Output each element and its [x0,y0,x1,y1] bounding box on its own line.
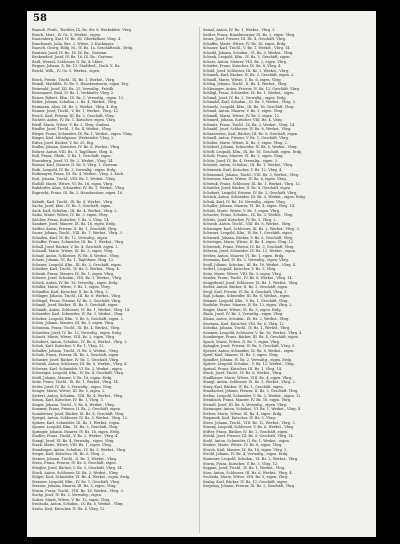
directory-entry: Scherz, Anton, Maurer, VIII. Bz. 2, eigen. Vbrg. [203,59,288,64]
directory-entry: Ringer, Karl, Mittelgasse, Werkstätte, Vbrg. 2. [32,136,115,141]
directory-entry: Ruprecht, Franz, IX. Bz. 2, Hausbesitzer, eigen. 16. [32,190,124,195]
directory-entry: Schenk, Leopold, Kfm., IV. Bz. 5, Geschäft, eigen. [203,55,291,60]
directory-entry: Seitz, Franz, Tischl., IX. Bz. 1, Werkst., Vbrg. 14. [32,380,119,385]
directory-entry: Spitzer, Karl, Schneider, III. Bz. 1, Werkst., eigen. [32,420,121,425]
directory-entry: Richter, Anton, IV. Bz. 1, Kutscher, eigen. Vbrg. [32,118,116,123]
directory-entry: Steger, Karl, Kutscher, III. Bz. 6, Vbrg. 2. [32,452,105,457]
directory-entry: Schmidl, Marie, Witwe, IV. Bz. 1, eigen. 12. [203,113,280,118]
directory-entry: Suppan, Josef, Tischl., IV. Bz. 1, Werkst., Vbrg. [203,466,286,471]
directory-entry: Schön, Josef, IV. Bz. 4, Verwaltg., eigen. 3. [203,158,279,163]
directory-entry: Rieger, Franz, Schneider, IX. Bz. 1, Werkst., eigen. Vbrg. [32,131,133,136]
directory-entry: Schwarz, Karl, Schneider, VI. Bz. 2, Werkst., eigen. [32,366,123,371]
directory-entry: Schlögl, Franz, Schneider, IX. Bz. 1, Werkst., eigen. [203,91,295,96]
directory-entry: Sommer, Leopold, Schlosser, V. Bz. 16, Werkst., Vbrg. 4. [203,330,303,335]
directory-entry: Spitzer, Leopold, Schuhm., V. Bz. 12, Werkst., Vbrg. [203,362,295,367]
directory-entry: Sponer, Leopold, Kfm., VI. Bz. 3, Geschäft, Vbrg. [32,425,119,430]
directory-entry: Rudolf, Marie, Witwe, VI. Bz. 16, eigen. Vbrg. [32,181,114,186]
directory-entry: Sobotka, Johann, Tischl., IV. Bz. 1, Werkst., Vbrg. [203,326,291,331]
directory-entry: Schaden, Karl, IV. Bz. 12, Verwaltg., eigen. [32,235,109,240]
directory-entry: Reinwald, Josef, XII. Bz. 21, Verwaltg., Friedh. [32,86,115,91]
directory-entry: Strobl, Johann, IV. Bz. 4, Verwaltg., eigen. Erdg. [203,452,289,457]
directory-entry: Seeber, Anton, Maurer, VI. Bz. 1, eigen. Erdg. [203,253,285,258]
directory-entry: Schmidt, Anton, Schlosser, VI. Bz. 1, Werkst., Vbrg. 14. [32,307,131,312]
directory-entry: Reich, Friedr., Tischl., IX. Bz. 1, Werkst., Vbrg. [32,77,116,82]
directory-entry: Schlegel, Franz, Friseur, IV. Bz. 2, Geschäft, Vbrg. [32,298,122,303]
directory-entry: Ruhdorfer, Alois, Schneider, IV. Bz. 1, Werkst., Vbrg. [32,186,125,191]
directory-entry: Schreiner, Marie, Witwe, IV. Bz. 6, eigen. Vbrg. [203,177,287,182]
directory-entry: Seifert, Leopold, Kutscher, V. Bz. 5, Vbrg. [203,267,277,272]
directory-entry: Resch, Karl, Friseur, III. Bz. 2, Geschäft, Vbrg. [32,113,115,118]
directory-entry: Stelzer, Marie, Witwe, IX. Bz. 4, eigen. Erdg. [203,411,283,416]
directory-entry: Storch, Karl, Maurer, IX. Bz. 16, eigen. Vbrg. 2. [203,447,288,452]
directory-entry: Simmer, Leopold, Kfm., V. Bz. 1, Geschäft, Vbrg. [203,298,289,303]
directory-entry: Schauer, Leopold, Kfm., III. Bz. 2, Geschäft, eigen. [32,262,122,267]
directory-entry: Sattler, Anton, Friseur, II. Bz. 1, Geschäft, Vbrg. [32,226,118,231]
directory-entry: Sonnleitner, Josef, Bäcker, IX. Bz. 8, Geschäft, Vbrg. [32,411,125,416]
directory-entry: Schick, Anton, IV. Bz. 16, Verwaltg., eigen. Erdg. [32,280,119,285]
directory-entry: Stefan, Leopold, Schneider, V. Bz. 2, Werkst., eigen. 12. [203,393,302,398]
directory-entry: Schenk, Franz, Maurer, IX. Bz. 1, eigen. Vbrg. [32,271,114,276]
directory-entry: Schrammel, Johann, Tischl., VIII. Bz. 3, Werkst., Vbrg. [203,172,300,177]
directory-entry: Schrenk, Franz, Schlosser, IX. Bz. 1, Werkst., Vbrg. 12. [203,181,301,186]
directory-entry: Reindl, Mathilde, IV. Bz. 5, Hausbesitzerin, eigen. Erg. [32,82,129,87]
directory-entry: Swoboda, Anton, Schuhm., IX. Bz. 6, Werkst., Vbrg. [32,502,124,507]
directory-entry: Schuh, Karl, Kutscher, V. Bz. 1, Vbrg. 12. [32,344,105,349]
directory-entry: Smetana, Karl, Kutscher, VIII. Bz. 6, Vbrg. 12. [203,321,285,326]
directory-entry: Svoboda, Marie, Witwe, VIII. Bz. 5, eigen. Vbrg. [203,475,289,480]
directory-entry: Schall, Josef, Bäcker, V. Bz. 4, Geschäft, eigen. 2. [32,244,119,249]
directory-entry: Siebert, Anton, Schuhm., VIII. Bz. 4, Werkst., Vbrg. [32,393,124,398]
directory-entry: Schück, Anton, Schneider, III. Bz. 5, Werkst., eigen. Erdg. [203,195,306,200]
directory-entry: Sieber, Anton, Bäcker, II. Bz. 2, Geschäft, eigen. [203,285,289,290]
directory-entry: Schlag, Johann, Tischl., II. Bz. 4, Werkst., Vbrg. [203,82,288,87]
directory-entry: Riedl, Marie, Witwe, V. Bz. 3, Vbrg. Graben. [32,122,110,127]
directory-entry: Süss, Anton, Schlosser, III. Bz. 6, Werkst., Vbrg. 4. [203,470,293,475]
directory-entry: Schöfl, Leopold, Kfm., IX. Bz. 16, Geschäft, eigen. Erdg. [203,149,303,154]
directory-entry: Springer, Johann, Maurer, IV. Bz. 16, eigen. Erdg. [32,429,120,434]
directory-entry: Schrott, Marie, Witwe, VIII. Bz. 2, eigen. Vbrg. [32,335,116,340]
directory-entry: Schulz, Franz, Friseur, IX. Bz. 3, Geschäft, eigen. [32,353,120,358]
directory-entry: Stern, Franz, Friseur, IV. Bz. 8, Geschäft, eigen. [32,461,117,466]
directory-entry: Singer, Johann, Tischl., V. Bz. 6, Werkst., Vbrg. [32,402,115,407]
directory-entry: Spängler, Josef, Friseur, IV. Bz. 5, Geschäft, Vbrg. 3. [203,344,296,349]
directory-entry: Seidl, Johann, Schuhm., III. Bz. 16, Werkst., Vbrg. 4. [203,262,297,267]
directory-entry: Schmelz, Leopold, Kfm., III. Bz. 16, Geschäft, Vbrg. [203,104,295,109]
directory-entry: Saiko, Marie, Witwe, IV. Bz. 3, eigen. Vbrg. [32,213,109,218]
directory-entry: Schnabl, Josef, Schlosser, IV. Bz. 8, Werkst., Vbrg. [203,127,292,132]
directory-entry: Schaffer, Marie, Witwe, IV. Bz. 16, eigen. Erdg. [203,41,287,46]
directory-entry: Schmid, Josef, Bäcker, IX. Bz. 5, Geschäft, eigen. [32,303,119,308]
directory-entry: Rauchsnab, Julia, Bez. 2, Witwe, 3. Kuchinger. [32,41,115,46]
directory-entry: Schramm, Franz, Tischl., IX. Bz. 4, Werkst., Vbrg. [32,326,121,330]
directory-entry: Reiter, Johann, Schuhm., I. Bz. 4, Werkst., Vbrg. [32,100,118,105]
directory-entry: Senger, Marie, Witwe, III. Bz. 5, eigen. 2. [32,389,106,394]
directory-entry: Scherer, Josef, Schuhm., VIII. Bz. 3, Werkst., Vbrg. [32,276,122,281]
directory-entry: Sauer, Josef, Friseur, III. Bz. 4, Geschäft, Vbrg. [203,37,287,42]
directory-entry: Sabath, Karl, Tischl., IX. Bz. 6, Werkst., Vbrg. [32,199,114,204]
directory-entry: Schütz, Josef, Kutscher, IV. Bz. 5, Vbrg. 2. [203,217,277,222]
directory-entry: Schubert, Leopold, Friseur, IV. Bz. 2, Geschäft, Vbrg. [203,190,298,195]
directory-entry: Rohrer, Anton, VIII. Bz. 3, Taglöhner, Vbrg. 4. [32,149,113,154]
directory-entry: Schindl, Marie, Witwe, V. Bz. 6, eigen. Vbrg. [203,77,282,82]
directory-entry: Strasser, Leopold, Kfm., IV. Bz. 1, Geschäft, Vbrg. [32,479,121,484]
directory-entry: Schandl, Marie, Witwe, IX. Bz. 3, eigen. Vbrg. [32,249,114,254]
directory-entry: Redl, Wenzel, Schlosser, II. Bz. 4, Lkbrs. [32,59,104,64]
left-column [32,28,200,511]
directory-entry: Steinbach, Franz, Maurer, IV. Bz. 16, eigen. Vbrg. [203,398,292,403]
directory-entry: Staudinger, Anton, Schuhm., IV. Bz. 3, Werkst., Vbrg. [32,447,127,452]
directory-entry: Stepanek, Karl, Kutscher, IV. Bz. 3, Vbrg. [203,416,276,421]
directory-entry: Schwendt, Franz, Friseur, IV. Bz. 3, Geschäft, Vbrg. [203,244,295,249]
directory-entry: Schmal, Josef, IV. Bz. 2, Verwaltg., eigen. Erdg. [203,95,287,100]
page-number: 58 [33,13,47,24]
directory-entry: Reckendorf, Josef, IV. Bz. 16, IX. Bz., Gartenn. [32,55,114,60]
directory-entry: Stoiber, Marie, Witwe, IV. Bz. 8, eigen. Vbrg. [203,443,283,448]
directory-entry: Sebesta, Josef, Schneider, IX. Bz. 12, Werkst., eigen. [203,249,296,254]
directory-entry: Schneeweiss, Karl, Bäcker, III. Bz. 6, Geschäft, eigen. [203,131,299,136]
directory-entry: Schramek, Karl, Kutscher, V. Bz. 12, Vbrg. 4. [203,167,283,172]
directory-entry: Rausch, Georg, Hdlg. M., IV. Bz. 1a, Geschäftsinh., Erdg. [32,46,134,51]
directory-entry: Schöberl, Johann, Schneider, IV. Bz. 5, Werkst., Vbrg. [203,145,298,150]
directory-entry: Regner, Johann, X. Bz. 13, Stadtbed., Dach. X. Bz. [32,64,121,69]
directory-entry: Sandner, Josef, Maurer, IX. Bz. 16, eigen. Erdg. [32,222,116,227]
directory-entry: Scharf, Anton, Schlosser, IV. Bz. 8, Werkst., Vbrg. [32,253,120,258]
directory-entry: Roll, Franz, Obsth., V. Bz. 1, Geschäft, eigen. [32,154,112,159]
directory-entry: Seidl, Johann, Maurer, V. Bz. 16, eigen. Erdg. [32,375,113,380]
directory-entry: Renner, Josef, Tischl., V. Bz. 1, Werkst., Vbrg. 12. [32,109,119,114]
directory-entry: Rosner, Karl, Maurer, II. Bz. 5, Vbrg. 1. Gartenn. [32,163,119,168]
directory-entry: Reitmann, Alois, III. Bz. 3, Werkst., Vbrg. 4. Erg. [32,104,119,109]
right-column [203,28,371,489]
directory-entry: Scheiber, Karl, Tischl., IV. Bz. 5, Werkst., Vbrg. 4. [32,267,120,272]
directory-entry: Schild, Josef, Schlosser, III. Bz. 1, Werkst., Vbrg. [203,68,290,73]
directory-entry: Sindelar, Franz, Maurer, IV. Bz. 12, eigen. Vbrg. 2. [203,303,293,308]
directory-entry: Sturm, Franz, Tischl., VIII. Bz. 16, Werkst., Vbrg. 3. [32,488,124,493]
directory-entry: Singer, Marie, Witwe, VI. Bz. 5, eigen. Erdg. [203,307,282,312]
directory-entry: Semler, Franz, Tischl., IV. Bz. 6, Werkst., Vbrg. 14. [203,276,293,281]
directory-entry: Schweiger, Leopold, Kfm., IV. Bz. 4, Geschäft, Vbrg. [32,371,124,376]
directory-entry: Samal, Anton, IV. Bz. 1, Werkst., Vbrg. 3. [203,28,276,32]
directory-entry: Steindl, Josef, III. Bz. 8, Verwaltg., eigen. Vbrg. [203,402,287,407]
directory-entry: Sommer, Franz, Friseur, II. Bz. 2, Geschäft, eigen. [32,407,121,412]
directory-entry: Schuster, Franz, Schuhm., IX. Bz. 3, Werkst., Vbrg. [203,213,294,218]
directory-entry: Rott, Johann, Tischl., VIII. Bz. 1, Werkst., Vbrg. [32,177,116,181]
directory-entry: Spach, Marie, Witwe, II. Bz. 1, eigen. Vbrg. [203,339,281,344]
directory-entry: Sauer, Johann, Tischl., VIII. Bz. 7, Werkst., Vbrg. 3. [32,231,123,236]
directory-entry: Stohl, Anton, Schneider, II. Bz. 1, Werkst., eigen. [203,438,290,443]
directory-entry: Riedler, Josef, Tischl., I. Bz. 4, Werkst., Vbrg. [32,127,112,132]
directory-entry: Seitz, Marie, Witwe, VIII. Bz. 3, eigen. Vbrg. [203,271,282,276]
directory-entry: Szepessy, Johann, Friseur, IX. Bz. 2, Geschäft, Vbrg. [203,484,296,489]
directory-entry: Sigl, Johann, Schneider, III. Bz. 8, Werkst., eigen. [203,294,291,299]
directory-entry: Schmitz, Franz, Tischl., IX. Bz. 2, Werkst., Vbrg. 14. [203,122,296,127]
directory-entry: Schmalzl, Karl, Schuhm., VI. Bz. 5, Werkst., Vbrg. 3. [203,100,297,105]
directory-entry: Sattler, Franz, Hausbesorger, IX. Bz. 2, eigen. Vbrg. [203,32,296,37]
directory-entry: Schwarz, Leopold, Kfm., IV. Bz. 1, Geschäft, eigen. [203,231,293,236]
directory-entry: Schatz, Johann, VI. Bz. 1, Taglöhner, Vbrg. 12. [32,258,115,263]
directory-entry: Sprinzl, Franz, Kutscher, III. Bz. 1, Vbrg. 14. [203,366,283,371]
directory-entry: Schimek, Karl, Bäcker, IV. Bz. 3, Geschäft, eigen. 2. [203,73,295,78]
directory-entry: Rosenberg, Josef, VI. Bz. 2, Werkst., Vbrg. 14. [32,158,114,163]
directory-entry: Schober, Leopold, Kfm., V. Bz. 8, Geschäft, eigen. 2. [32,316,124,321]
directory-entry: Schwaiger, Karl, Schlosser, III. Bz. 2, Werkst., Vbrg. 3. [203,226,300,231]
directory-entry: Schreiber, Josef, IV. Bz. 12, Verwaltg., eigen. Erdg. [32,330,122,335]
directory-entry: Ritter, Josef, Bäcker, V. Bz. 20. Erg. [32,140,95,145]
directory-entry: Stiegler, Josef, Bäcker, V. Bz. 5, Geschäft, Vbrg. 14. [32,465,123,470]
directory-entry: Skala, Josef, IV. Bz. 3, Verwaltg., eigen. Vbrg. [203,312,284,317]
directory-entry: Schmied, Johann, Kutscher, VIII. Bz. 4, Vbrg. [203,118,283,123]
directory-entry: Szalay, Karl, Bäcker, IV. Bz. 12, Geschäft, eigen. [203,479,288,484]
directory-entry: Schröder, Josef, Bäcker, II. Bz. 8, Geschäft, eigen. [203,186,292,191]
directory-entry: Steininger, Anton, Schuhm., VI. Bz. 1, Werkst., Vbrg. 4. [203,407,302,412]
directory-entry: Stark, Marie, Witwe, VIII. Bz. 1, eigen. Vbrg. [32,443,112,448]
directory-entry: Schiller, Marie, Witwe, V. Bz. 1, eigen. Vbrg. [32,285,111,290]
directory-entry: Rautenberg, Karl, IV. Bz. 3b, Oberkellner, Vbrg. 4. [32,37,122,42]
directory-entry: Schuller, Johann, Tischl., II. Bz. 5, Werkst., Vbrg. [32,348,119,353]
directory-entry: Schön, Johann, Maurer, III. Bz. 1, eigen. Vbrg. [32,321,115,326]
directory-entry: Szabo, Karl, Kutscher, IV. Bz. 4, Vbrg. 12. [32,506,106,511]
directory-entry: Simon, Karl, Kutscher, IV. Bz. 1, Vbrg. 3. [32,398,104,403]
directory-entry: Schulz, Marie, Witwe, V. Bz. 1, eigen. Vbrg. [203,208,281,213]
directory-entry: Spindler, Johann, IV. Bz. 2, Verwaltg., eigen. Erdg. [203,357,293,362]
directory-entry: Schauer, Karl, Tischl., V. Bz. 1, Werkst., Vbrg. 14. [203,46,291,51]
directory-entry: Stadler, Franz, Tischl., V. Bz. 2, Werkst., Vbrg. 4. [32,434,119,439]
directory-entry: Schneider, Karl, Schneider, IV. Bz. 3, Werkst., Vbrg. [32,312,124,317]
directory-entry: Rauch, Mart., IV. Gz. 5, Werkst., eigen. [32,32,102,37]
directory-entry: Seemann, Karl, IV. Bz. 2, Verwaltg., eigen. Vbrg. [203,258,289,263]
directory-entry: Stern, Johann, Tischl., VIII. Bz. 12, Werkst., Vbrg. 3. [203,420,296,425]
directory-entry: Sonnberger, Franz, Bäcker, III. Bz. 4, Geschäft, eigen. [203,335,299,340]
directory-entry: Strauss, Johann, Maurer, III. Bz. 3, eigen. Vbrg. [32,484,117,489]
directory-entry: Schlager, Johann, Tischl., III. Bz. 6, Werkst., Vbrg. [32,294,122,299]
directory-entry: Sperl, Karl, Maurer, VI. Bz. 3, eigen. Vbrg. [203,353,279,358]
directory-entry: Schmid, Anton, Maurer, V. Bz. 3, eigen. Vbrg. [203,109,284,114]
directory-entry: Reiser, Robert, Kfm., IX. Bz. 1, Verwaltg., eigen. 13. [32,95,125,100]
directory-entry: Scholz, Franz, Maurer, VI. Bz. 2, eigen. Vbrg. [203,154,284,159]
directory-entry: Stöckl, Josef, Friseur, III. Bz. 5, Geschäft, Vbrg. 14. [203,434,294,439]
directory-entry: Stöger, Karl, Schneider, VI. Bz. 4, Werkst., eigen. Erdg. [32,475,131,480]
directory-entry: Schindler, Karl, Kutscher, II. Bz. 4, Vbrg. 3. [32,289,109,294]
directory-entry: Suchy, Josef, IV. Bz. 2, Verwaltg., eigen. [32,493,102,498]
directory-entry: Stangl, Josef, IX. Bz. 4, Verwaltg., eigen. Vbrg. [32,438,115,443]
directory-entry: Schlesinger, Anton, Friseur, IV. Bz. 12, Geschäft, Vbrg. [203,86,300,91]
directory-entry: Sack, Karl, Schuhm., III. Bz. 4, Werkst., Vbrg. 2. [32,208,118,213]
directory-entry: Roth, Leopold, IV. Bz. 3, Verwaltg., eigen. Erdg. [32,167,117,172]
directory-entry: Schober, Marie, Witwe, II. Bz. 3, eigen. Vbrg. 2. [203,140,288,145]
directory-entry: Stock, Anton, Schlosser, IX. Bz. 2, Werkst., Vbrg. [32,470,119,475]
directory-entry: Stadlbauer, Marie, Witwe, VIII. Bz. 4, eigen. Vbrg. [203,375,293,380]
directory-entry: Steiner, Johann, Tischl., II. Bz. 1, Werkst., Vbrg. [32,456,117,461]
directory-entry: Sengstbratl, Josef, Schlosser, IX. Bz. 1, Werkst., Vbrg. [203,280,299,285]
directory-entry: Schwarzl, Johann, Bäcker, V. Bz. 6, Geschäft, Vbrg. [203,235,294,240]
directory-entry: Scheibl, Johann, Schuhm., VI. Bz. 3, Werkst., Vbrg. [203,50,294,55]
directory-entry: Stiasny, Leopold, Schlosser, V. Bz. 6, Werkst., Vbrg. [203,425,294,430]
directory-entry: Schiefer, Franz, Kutscher, IX. Bz. 8, Vbrg. 4. [203,64,282,69]
directory-entry: Spiegel, Anton, Schlosser, IV. Bz. 5, Werkst., Vbrg. 12. [32,416,129,421]
directory-entry: Sturm, Franz, Kutscher, V. Bz. 3, Vbrg. 12. [203,461,279,466]
directory-entry: Schwab, Anton, Schlosser, III. Bz. 8, Werkst., Vbrg. 4. [32,362,128,367]
directory-entry: Reichl, Wilh., IV. Gz. 5, Werkst., eigen. [32,68,101,73]
directory-entry: Rothmayer, Franz, III. Bz. 4, Werkst., Vbrg. 3. Kuch. [32,172,125,177]
directory-entry: Rautner, Josef, IV. Bz. 16, IX. Bz., Gartenn. [32,50,108,55]
directory-entry: Schöner, Anton, Schuhm., III. Bz. 1, Werkst., Vbrg. [203,163,294,168]
directory-entry: Stifter, Franz, Bäcker, IV. Bz. 2, Geschäft, eigen. [203,429,289,434]
directory-entry: Stummer, Leopold, Schuhm., VI. Bz. 2, Werkst., Vbrg. [203,456,299,461]
directory-entry: Schweiger, Marie, Witwe, II. Bz. 4, eigen. Vbrg. 12. [203,240,295,245]
directory-entry: Staudacher, Johann, Friseur, II. Bz. 3, Geschäft, Vbrg. [203,389,299,394]
directory-entry: Sachs, Josef, Kfm., IV. Bz. 5, Geschäft, eigen. [32,204,112,209]
directory-entry: Slama, Anton, Schuhm., IX. Bz. 2, Werkst., Vbrg. [203,317,290,321]
directory-entry: Salcher, Franz, Kutscher, V. Bz. 2, Vbrg. 14. [32,217,110,222]
directory-entry: Speiser, Anton, Schneider, IX. Bz. 8, Werkst., eigen. [203,348,295,353]
directory-page [27,11,376,537]
directory-entry: Schnell, Anton, Friseur, V. Bz. 1, Geschäft, Vbrg. [203,136,289,141]
directory-entry: Siegl, Karl, Friseur, IV. Bz. 4, Geschäft, Vbrg. 3. [203,289,288,294]
directory-entry: Schaffer, Franz, Schneider, III. Bz. 1, Werkst., Vbrg. [32,240,125,245]
directory-entry: Schuh, Karl, IV. Bz. 16, Verwaltg., eigen. Vbrg. [203,199,286,204]
directory-entry: Stary, Karl, Bäcker, IV. Bz. 1, Geschäft, eigen. [203,384,284,389]
directory-entry: Reisenauer, Emil, IV. Bz. 1, Verkäufer, Vbrg. 2. [32,91,115,96]
directory-entry: Sulzer, Marie, Witwe, V. Bz. 12, eigen. Vbrg. [32,497,111,502]
directory-entry: Seiler, Josef, IV. Bz. 3, Verwaltg., eigen. Vbrg. [32,384,113,389]
directory-entry: Stach, Josef, Tischl., IV. Bz. 6, Werkst., Vbrg. [203,371,283,376]
directory-entry: Schubert, Anton, Schuhm., IV. Bz. 6, Werkst., Vbrg. 3. [32,339,128,344]
directory-entry: Rodler, Johann, Kutscher, IV. Bz. 8, Werkst., Vbrg. [32,145,121,150]
directory-entry: Rausch, Ferdi., Tischler, IX. Bz. Str. 8, Werkstätte. Vbrg. [32,28,133,32]
directory-entry: Stangl, Anton, Schlosser, IX. Bz. 5, Werkst., Vbrg. 2. [203,380,296,385]
directory-entry: Schuller, Johann, Maurer, VI. Bz. 4, eigen. Vbrg. 14. [203,204,296,209]
directory-entry: Schwab, Anton, Tischl., VIII. Bz. 8, Werkst., Vbrg. [203,222,292,227]
directory-entry: Schuster, Josef, Bäcker, IV. Bz. 1, Geschäft, Vbrg. [32,357,120,362]
